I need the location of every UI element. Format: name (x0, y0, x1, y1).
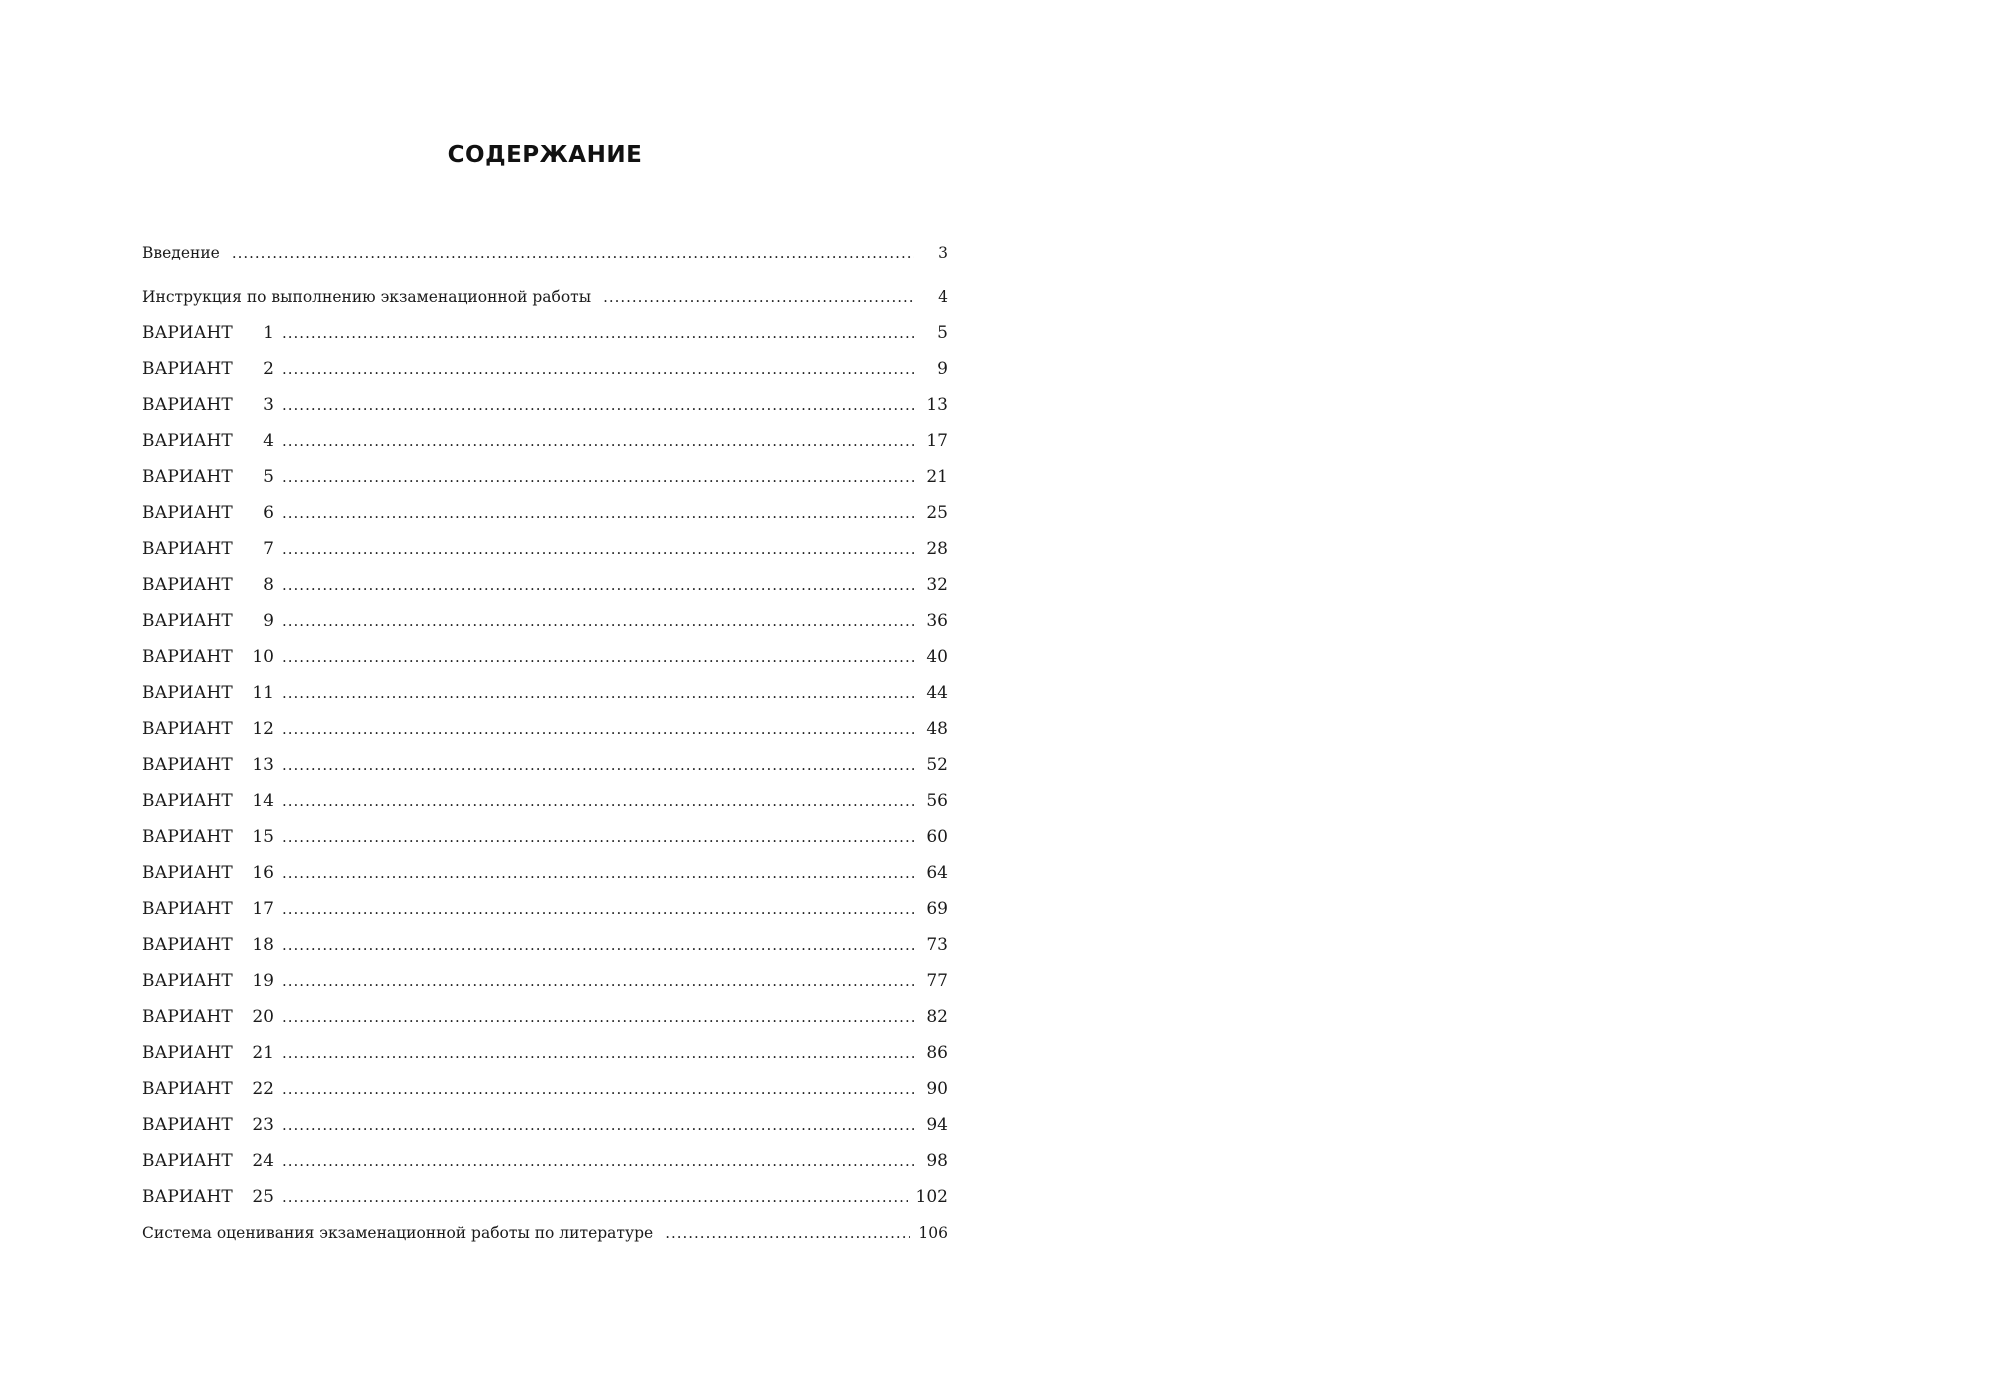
toc-entry-page: 25 (926, 503, 948, 523)
toc-leader-dots (232, 240, 914, 266)
toc-leader-dots (282, 716, 914, 742)
variant-word: ВАРИАНТ (142, 1115, 233, 1135)
toc-entry-variant[interactable] (142, 644, 948, 670)
toc-entry-label (142, 536, 274, 562)
toc-entry-label (142, 428, 274, 454)
toc-entry-variant[interactable] (142, 1004, 948, 1030)
variant-number: 21 (252, 1043, 274, 1063)
toc-entry-label (142, 500, 274, 526)
toc-entry-variant[interactable] (142, 608, 948, 634)
variant-number: 19 (252, 971, 274, 991)
toc-leader-dots (282, 680, 914, 706)
toc-entry-page: 13 (926, 395, 948, 415)
toc-entry-label (142, 1148, 274, 1174)
toc-entry-variant[interactable] (142, 1148, 948, 1174)
toc-entry-page: 64 (926, 863, 948, 883)
variant-word: ВАРИАНТ (142, 935, 233, 955)
toc-leader-dots (282, 1040, 914, 1066)
variant-number: 14 (252, 791, 274, 811)
page-title: СОДЕРЖАНИЕ (447, 142, 643, 168)
variant-word: ВАРИАНТ (142, 971, 233, 991)
toc-entry-label (142, 1004, 274, 1030)
toc-entry-page: 90 (926, 1079, 948, 1099)
variant-number: 22 (252, 1079, 274, 1099)
variant-number: 1 (263, 323, 274, 343)
toc-leader-dots (282, 428, 914, 454)
toc-entry-label (142, 860, 274, 886)
variant-number: 20 (252, 1007, 274, 1027)
toc-leader-dots (282, 320, 914, 346)
toc-entry-page: 73 (926, 935, 948, 955)
variant-word: ВАРИАНТ (142, 575, 233, 595)
toc-entry-label (142, 824, 274, 850)
variant-word: ВАРИАНТ (142, 359, 233, 379)
toc-entry-label (142, 320, 274, 346)
toc-entry-page: 3 (938, 244, 948, 262)
variant-word: ВАРИАНТ (142, 827, 233, 847)
toc-entry-variant[interactable] (142, 824, 948, 850)
toc-leader-dots (282, 464, 914, 490)
toc-entry-label: Инструкция по выполнению экзаменационной работы (142, 288, 592, 306)
variant-word: ВАРИАНТ (142, 1187, 233, 1207)
variant-word: ВАРИАНТ (142, 899, 233, 919)
variant-word: ВАРИАНТ (142, 791, 233, 811)
toc-entry-page: 4 (938, 288, 948, 306)
toc-leader-dots (282, 572, 914, 598)
toc-entry-variant[interactable] (142, 716, 948, 742)
variant-word: ВАРИАНТ (142, 395, 233, 415)
variant-word: ВАРИАНТ (142, 431, 233, 451)
toc-leader-dots (282, 1076, 914, 1102)
variant-word: ВАРИАНТ (142, 863, 233, 883)
toc-entry-page: 102 (915, 1187, 948, 1207)
toc-leader-dots (282, 824, 914, 850)
toc-entry-page: 86 (926, 1043, 948, 1063)
toc-entry-label (142, 644, 274, 670)
toc-entry-page: 9 (937, 359, 948, 379)
toc-entry-page: 21 (926, 467, 948, 487)
variant-word: ВАРИАНТ (142, 323, 233, 343)
variant-number: 11 (252, 683, 274, 703)
toc-entry-label (142, 788, 274, 814)
toc-entry-introduction[interactable] (142, 240, 948, 266)
toc-leader-dots (282, 356, 914, 382)
toc-leader-dots (282, 1148, 914, 1174)
toc-entry-variant[interactable] (142, 1040, 948, 1066)
toc-entry-variant[interactable] (142, 500, 948, 526)
variant-number: 16 (252, 863, 274, 883)
toc-entry-label (142, 968, 274, 994)
toc-leader-dots (282, 608, 914, 634)
toc-entry-label (142, 356, 274, 382)
toc-entry-variant[interactable] (142, 356, 948, 382)
toc-entry-page: 5 (937, 323, 948, 343)
toc-entry-label (142, 392, 274, 418)
toc-entry-page: 44 (926, 683, 948, 703)
toc-entry-variant[interactable] (142, 392, 948, 418)
toc-entry-variant[interactable] (142, 968, 948, 994)
variant-number: 13 (252, 755, 274, 775)
variant-word: ВАРИАНТ (142, 647, 233, 667)
variant-number: 3 (263, 395, 274, 415)
variant-word: ВАРИАНТ (142, 1151, 233, 1171)
toc-entry-label (142, 1184, 274, 1210)
toc-entry-page: 56 (926, 791, 948, 811)
toc-entry-page: 69 (926, 899, 948, 919)
variant-number: 18 (252, 935, 274, 955)
toc-entry-variant[interactable] (142, 788, 948, 814)
toc-entry-label (142, 680, 274, 706)
toc-entry-variant[interactable] (142, 680, 948, 706)
toc-entry-assessment-system[interactable] (142, 1220, 948, 1246)
toc-entry-label (142, 608, 274, 634)
variant-number: 10 (252, 647, 274, 667)
variant-number: 4 (263, 431, 274, 451)
variant-number: 17 (252, 899, 274, 919)
variant-number: 15 (252, 827, 274, 847)
toc-leader-dots (282, 1112, 914, 1138)
toc-leader-dots (282, 860, 914, 886)
toc-entry-label: Введение (142, 244, 220, 262)
toc-leader-dots (282, 1184, 908, 1210)
toc-leader-dots (282, 500, 914, 526)
toc-entry-variant[interactable] (142, 1112, 948, 1138)
toc-leader-dots (282, 392, 914, 418)
toc-entry-label (142, 572, 274, 598)
toc-leader-dots (665, 1220, 910, 1246)
toc-entry-page: 17 (926, 431, 948, 451)
toc-entry-page: 106 (918, 1224, 948, 1242)
variant-word: ВАРИАНТ (142, 539, 233, 559)
document-page (142, 110, 948, 1270)
toc-entry-label (142, 716, 274, 742)
toc-entry-variant[interactable] (142, 896, 948, 922)
toc-leader-dots (282, 752, 914, 778)
toc-entry-variant[interactable] (142, 572, 948, 598)
variant-word: ВАРИАНТ (142, 467, 233, 487)
variant-number: 12 (252, 719, 274, 739)
toc-entry-label (142, 752, 274, 778)
toc-leader-dots (282, 536, 914, 562)
toc-entry-page: 60 (926, 827, 948, 847)
toc-entry-page: 48 (926, 719, 948, 739)
variant-number: 5 (263, 467, 274, 487)
toc-entry-variant[interactable] (142, 1076, 948, 1102)
variant-number: 6 (263, 503, 274, 523)
toc-entry-page: 98 (926, 1151, 948, 1171)
toc-entry-instructions[interactable] (142, 284, 948, 310)
variant-number: 25 (252, 1187, 274, 1207)
toc-entry-label (142, 1040, 274, 1066)
toc-entry-label: Система оценивания экзаменационной работы по литературе (142, 1224, 654, 1242)
toc-entry-page: 52 (926, 755, 948, 775)
variant-number: 7 (263, 539, 274, 559)
toc-leader-dots (603, 284, 914, 310)
toc-entry-variant[interactable] (142, 932, 948, 958)
toc-entry-page: 36 (926, 611, 948, 631)
variant-number: 23 (252, 1115, 274, 1135)
toc-entry-variant[interactable] (142, 428, 948, 454)
variant-word: ВАРИАНТ (142, 683, 233, 703)
variant-number: 2 (263, 359, 274, 379)
variant-number: 8 (263, 575, 274, 595)
toc-entry-page: 77 (926, 971, 948, 991)
toc-entry-page: 32 (926, 575, 948, 595)
toc-entry-variant[interactable] (142, 1184, 948, 1210)
toc-entry-variant[interactable] (142, 752, 948, 778)
toc-entry-label (142, 932, 274, 958)
variant-word: ВАРИАНТ (142, 503, 233, 523)
toc-entry-page: 82 (926, 1007, 948, 1027)
toc-entry-page: 28 (926, 539, 948, 559)
variant-word: ВАРИАНТ (142, 1079, 233, 1099)
variant-word: ВАРИАНТ (142, 755, 233, 775)
toc-entry-page: 94 (926, 1115, 948, 1135)
variant-word: ВАРИАНТ (142, 1007, 233, 1027)
toc-entry-label (142, 1112, 274, 1138)
toc-entry-label (142, 464, 274, 490)
toc-leader-dots (282, 968, 914, 994)
variant-number: 24 (252, 1151, 274, 1171)
toc-leader-dots (282, 932, 914, 958)
toc-entry-page: 40 (926, 647, 948, 667)
variant-number: 9 (263, 611, 274, 631)
toc-leader-dots (282, 644, 914, 670)
toc-leader-dots (282, 788, 914, 814)
toc-entry-label (142, 896, 274, 922)
toc-entry-variant[interactable] (142, 860, 948, 886)
toc-entry-variant[interactable] (142, 320, 948, 346)
toc-leader-dots (282, 896, 914, 922)
toc-entry-variant[interactable] (142, 464, 948, 490)
toc-entry-variant[interactable] (142, 536, 948, 562)
toc-leader-dots (282, 1004, 914, 1030)
variant-word: ВАРИАНТ (142, 1043, 233, 1063)
variant-word: ВАРИАНТ (142, 611, 233, 631)
toc-entry-label (142, 1076, 274, 1102)
variant-word: ВАРИАНТ (142, 719, 233, 739)
